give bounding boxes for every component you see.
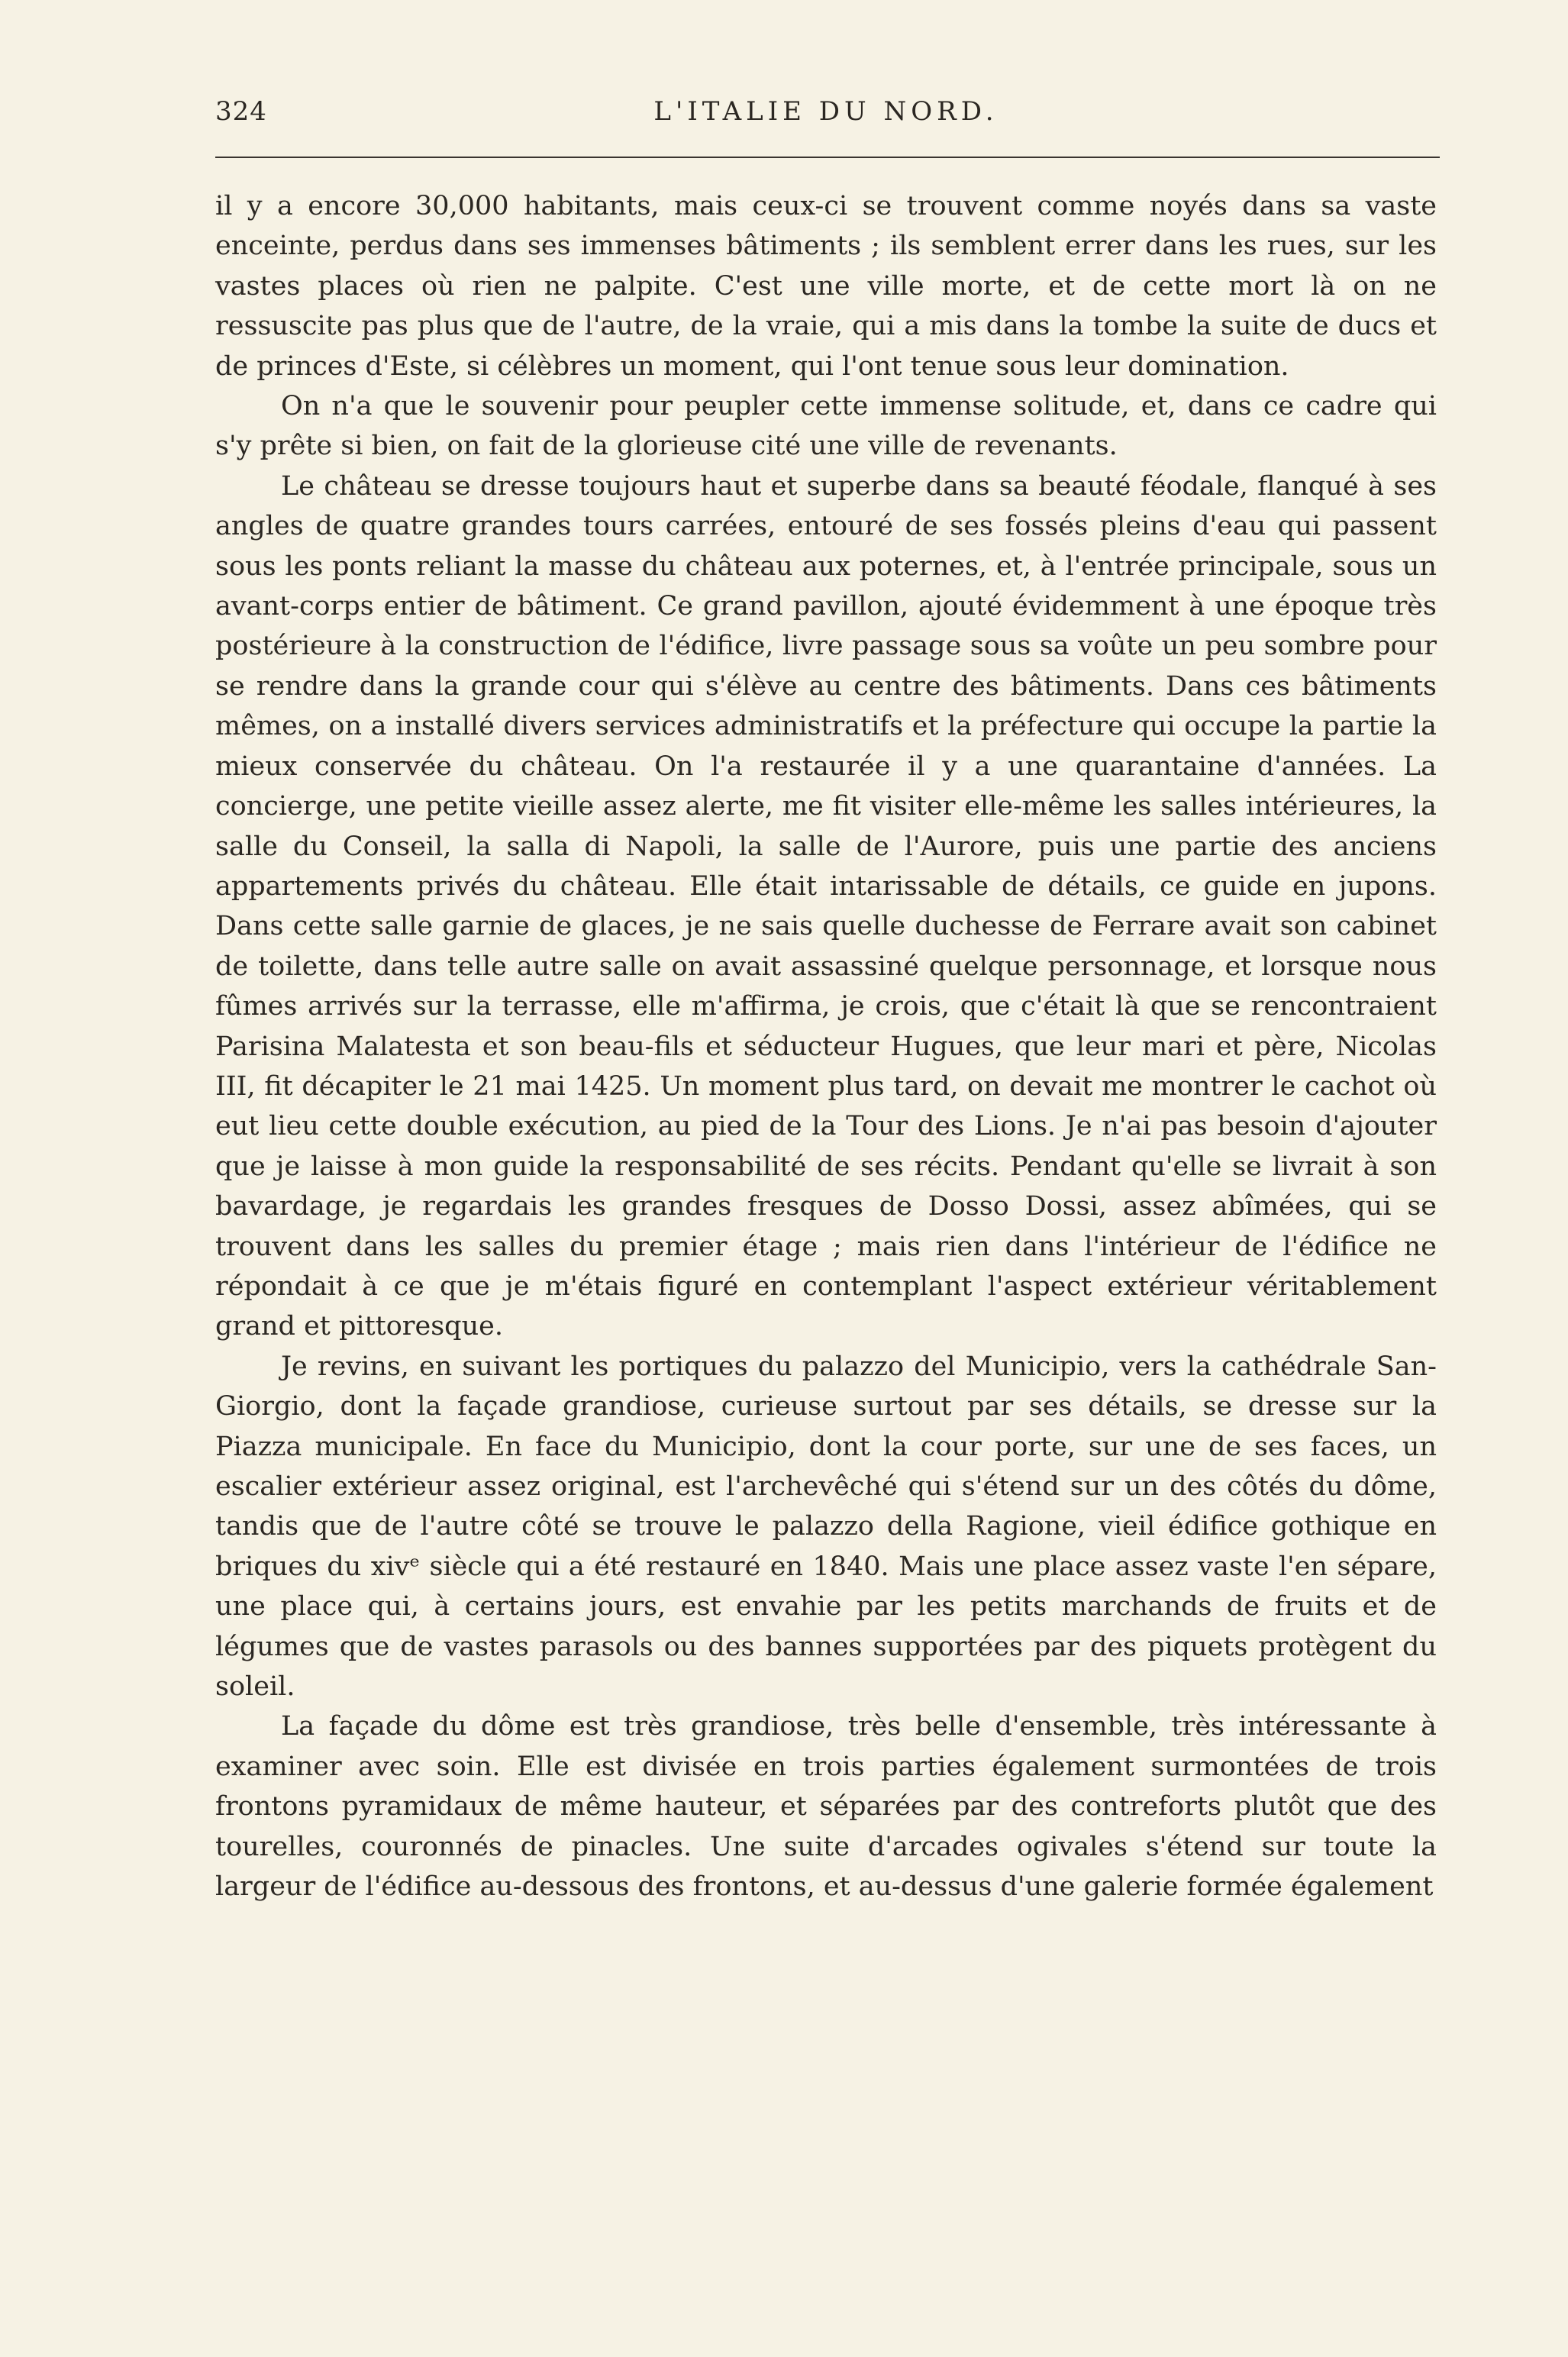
running-title: L'ITALIE DU NORD.	[653, 96, 999, 127]
paragraph-5: La façade du dôme est très grandiose, très belle d'ensemble, très intéressante à examiner avec soin. Elle est divisée en trois parties également surmontées de trois frontons pyramidaux de même hauteur, et séparées par des contreforts plutôt que des tourelles, couronnés de pinacles. Une suite d'arcades ogivales s'étend sur toute la largeur de l'édifice au-dessous des frontons, et au-dessus d'une galerie formée également	[215, 1711, 1437, 1903]
header-rule	[215, 157, 1440, 158]
paragraph-3: Le château se dresse toujours haut et superbe dans sa beauté féodale, flanqué à ses angles de quatre grandes tours carrées, entouré de ses fossés pleins d'eau qui passent sous les ponts reliant la masse du château aux poternes, et, à l'entrée principale, sous un avant-corps entier de bâtiment. Ce grand pavillon, ajouté évidemment à une époque très postérieure à la construction de l'édifice, livre passage sous sa voûte un peu sombre pour se rendre dans la grande cour qui s'élève au centre des bâtiments. Dans ces bâtiments mêmes, on a installé divers services administratifs et la préfecture qui occupe la partie la mieux conservée du château. On l'a restaurée il y a une quarantaine d'années. La concierge, une petite vieille assez alerte, me fit visiter elle-même les salles intérieures, la salle du Conseil, la salla di Napoli, la salle de l'Aurore, puis une partie des anciens appartements privés du château. Elle était intarissable de détails, ce guide en jupons. Dans cette salle garnie de glaces, je ne sais quelle duchesse de Ferrare avait son cabinet de toilette, dans telle autre salle on avait assassiné quelque personnage, et lorsque nous fûmes arrivés sur la terrasse, elle m'affirma, je crois, que c'était là que se rencontraient Parisina Malatesta et son beau-fils et séducteur Hugues, que leur mari et père, Nicolas III, fit décapiter le 21 mai 1425. Un moment plus tard, on devait me montrer le cachot où eut lieu cette double exécution, au pied de la Tour des Lions. Je n'ai pas besoin d'ajouter que je laisse à mon guide la responsabilité de ses récits. Pendant qu'elle se livrait à son bavardage, je regardais les grandes fresques de Dosso Dossi, assez abîmées, qui se trouvent dans les salles du premier étage ; mais rien dans l'intérieur de l'édifice ne répondait à ce que je m'étais figuré en contemplant l'aspect extérieur véritablement grand et pittoresque.	[215, 470, 1437, 1342]
paragraph-2: On n'a que le souvenir pour peupler cette immense solitude, et, dans ce cadre qui s'y prête si bien, on fait de la glorieuse cité une ville de revenants.	[215, 391, 1437, 462]
body-text	[215, 186, 1437, 1907]
page-header	[215, 96, 1437, 142]
paragraph-1: il y a encore 30,000 habitants, mais ceux-ci se trouvent comme noyés dans sa vaste enceinte, perdus dans ses immenses bâtiments ; ils semblent errer dans les rues, sur les vastes places où rien ne palpite. C'est une ville morte, et de cette mort là on ne ressuscite pas plus que de l'autre, de la vraie, qui a mis dans la tombe la suite de ducs et de princes d'Este, si célèbres un moment, qui l'ont tenue sous leur domination.	[215, 191, 1437, 382]
paragraph-4: Je revins, en suivant les portiques du palazzo del Municipio, vers la cathédrale San-Giorgio, dont la façade grandiose, curieuse surtout par ses détails, se dresse sur la Piazza municipale. En face du Municipio, dont la cour porte, sur une de ses faces, un escalier extérieur assez original, est l'archevêché qui s'étend sur un des côtés du dôme, tandis que de l'autre côté se trouve le palazzo della Ragione, vieil édifice gothique en briques du xivᵉ siècle qui a été restauré en 1840. Mais une place assez vaste l'en sépare, une place qui, à certains jours, est envahie par les petits marchands de fruits et de légumes que de vastes parasols ou des bannes supportées par des piquets protègent du soleil.	[215, 1351, 1437, 1703]
page-number: 324	[215, 96, 267, 127]
